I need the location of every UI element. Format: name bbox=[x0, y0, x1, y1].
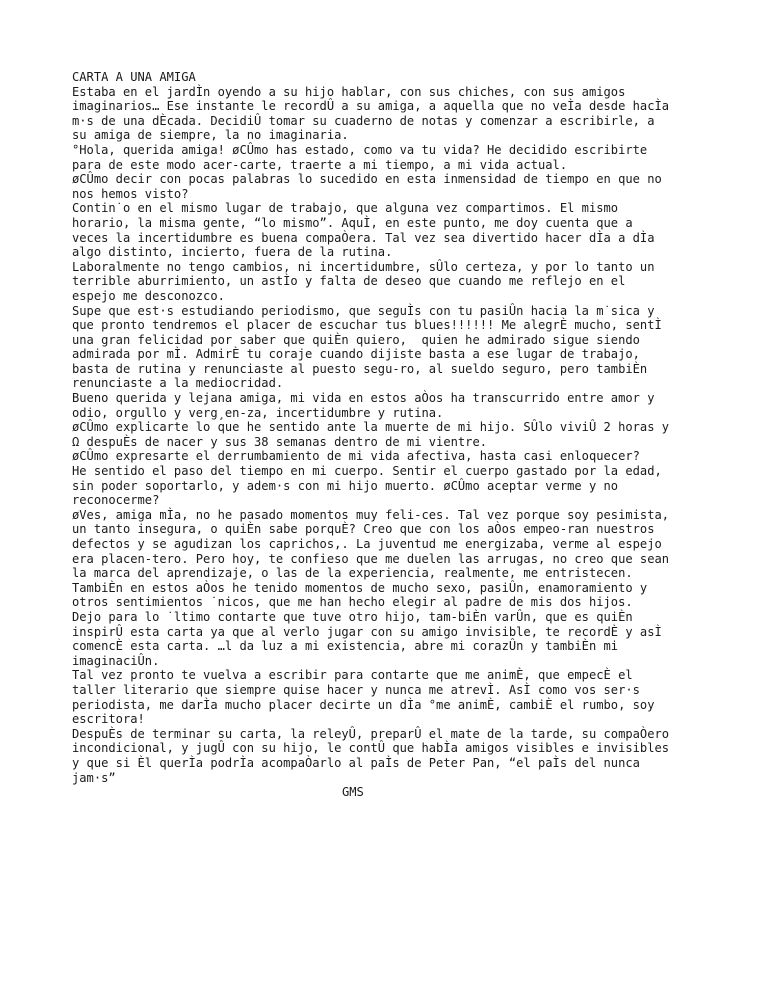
text-line: era placen-tero. Pero hoy, te confieso que me duelen las arrugas, no creo que sean bbox=[72, 551, 670, 566]
letter-text bbox=[72, 70, 712, 785]
text-line: reconocerme? bbox=[72, 493, 160, 508]
text-line: defectos y se agudizan los caprichos,. La juventud me energizaba, verme al espejo bbox=[72, 537, 662, 551]
text-line: comencÈ esta carta. …l da luz a mi existencia, abre mi corazÛn y tambiÈn mi bbox=[72, 639, 619, 654]
text-line: incondicional, y jugÛ con su hijo, le contÛ que habÌa amigos visibles e invisibles bbox=[72, 741, 670, 756]
text-line: basta de rutina y renunciaste al puesto segu-ro, al sueldo seguro, pero tambiÈn bbox=[72, 361, 648, 376]
text-line: øCÛmo expresarte el derrumbamiento de mi vida afectiva, hasta casi enloquecer? bbox=[72, 449, 640, 464]
text-line: horario, la misma gente, “lo mismo”. AquÌ, en este punto, me doy cuenta que a bbox=[72, 215, 633, 230]
text-line: que pronto tendremos el placer de escuchar tus blues!!!!!! Me alegrÈ mucho, sentÌ bbox=[72, 318, 662, 333]
text-line: Laboralmente no tengo cambios, ni incertidumbre, sÛlo certeza, y por lo tanto un bbox=[72, 259, 655, 274]
text-line: Bueno querida y lejana amiga, mi vida en estos aÒos ha transcurrido entre amor y bbox=[72, 391, 655, 406]
text-line: y que si Èl querÌa podrÌa acompaÒarlo al paÌs de Peter Pan, “el paÌs del nunca bbox=[72, 755, 640, 770]
text-line: veces la incertidumbre es buena compaÒera. Tal vez sea divertido hacer dÌa a dÌa bbox=[72, 230, 655, 245]
letter-title: CARTA A UNA AMIGA bbox=[72, 70, 196, 84]
text-line: TambiÈn en estos aÒos he tenido momentos de mucho sexo, pasiÛn, enamoramiento y bbox=[72, 580, 648, 595]
text-line: espejo me desconozco. bbox=[72, 288, 225, 303]
text-line: Estaba en el jardÌn oyendo a su hijo hablar, con sus chiches, con sus amigos bbox=[72, 84, 626, 99]
text-line: algo distinto, incierto, fuera de la rutina. bbox=[72, 245, 393, 260]
text-line: renunciaste a la mediocridad. bbox=[72, 376, 284, 391]
text-line: °Hola, querida amiga! øCÛmo has estado, como va tu vida? He decidido escribirte bbox=[72, 142, 648, 157]
signature: GMS bbox=[342, 785, 364, 800]
text-line: admirada por mÌ. AdmirÈ tu coraje cuando dijiste basta a ese lugar de trabajo, bbox=[72, 347, 640, 362]
text-line: un tanto insegura, o quiÈn sabe porquÈ? Creo que con los aÒos empeo-ran nuestros bbox=[72, 522, 655, 537]
text-line: su amiga de siempre, la no imaginaria. bbox=[72, 128, 349, 143]
text-line: taller literario que siempre quise hacer y nunca me atrevÌ. AsÌ como vos ser·s bbox=[72, 682, 640, 697]
text-line: odio, orgullo y verg¸en-za, incertidumbre y rutina. bbox=[72, 405, 444, 420]
text-line: Contin˙o en el mismo lugar de trabajo, que alguna vez compartimos. El mismo bbox=[72, 201, 619, 216]
text-line: para de este modo acer-carte, traerte a mi tiempo, a mi vida actual. bbox=[72, 157, 568, 172]
text-line: Ω despuÈs de nacer y sus 38 semanas dentro de mi vientre. bbox=[72, 434, 488, 449]
text-line: Dejo para lo ˙ltimo contarte que tuve otro hijo, tam-biÈn varÛn, que es quiÈn bbox=[72, 609, 633, 624]
text-line: øCÛmo explicarte lo que he sentido ante la muerte de mi hijo. SÛlo viviÛ 2 horas y bbox=[72, 420, 670, 435]
text-line: escritora! bbox=[72, 712, 145, 727]
text-line: una gran felicidad por saber que quiÈn quiero, quien he admirado sigue siendo bbox=[72, 332, 640, 347]
text-line: terrible aburrimiento, un astÌo y falta de deseo que cuando me reflejo en el bbox=[72, 274, 626, 289]
text-line: inspirÛ esta carta ya que al verlo jugar con su amigo invisible, te recordÈ y asÌ bbox=[72, 624, 662, 639]
text-line: Supe que est·s estudiando periodismo, que seguÌs con tu pasiÛn hacia la m˙sica y bbox=[72, 303, 655, 318]
text-line: øCÛmo decir con pocas palabras lo sucedido en esta inmensidad de tiempo en que no bbox=[72, 172, 662, 187]
text-line: DespuÈs de terminar su carta, la releyÛ, preparÛ el mate de la tarde, su compaÒero bbox=[72, 726, 670, 741]
text-line: periodista, me darÌa mucho placer decirte un dÌa °me animÈ, cambiÈ el rumbo, soy bbox=[72, 697, 655, 712]
text-line: øVes, amiga mÌa, no he pasado momentos muy feli-ces. Tal vez porque soy pesimista, bbox=[72, 507, 670, 522]
text-line: jam·s” bbox=[72, 770, 116, 785]
text-line: la marca del aprendizaje, o las de la experiencia, realmente, me entristecen. bbox=[72, 566, 633, 581]
text-line: nos hemos visto? bbox=[72, 186, 189, 201]
text-line: imaginaciÛn. bbox=[72, 653, 160, 668]
document-body bbox=[72, 70, 712, 800]
text-line: m·s de una dÈcada. DecidiÛ tomar su cuaderno de notas y comenzar a escribirle, a bbox=[72, 113, 655, 128]
text-line: imaginarios… Ese instante le recordÛ a su amiga, a aquella que no veÌa desde hacÌa bbox=[72, 99, 670, 114]
text-line: He sentido el paso del tiempo en mi cuerpo. Sentir el cuerpo gastado por la edad, bbox=[72, 464, 662, 479]
text-line: Tal vez pronto te vuelva a escribir para contarte que me animÈ, que empecÈ el bbox=[72, 668, 633, 683]
text-line: sin poder soportarlo, y adem·s con mi hijo muerto. øCÛmo aceptar verme y no bbox=[72, 478, 619, 493]
text-line: otros sentimientos ˙nicos, que me han hecho elegir al padre de mis dos hijos. bbox=[72, 595, 633, 610]
